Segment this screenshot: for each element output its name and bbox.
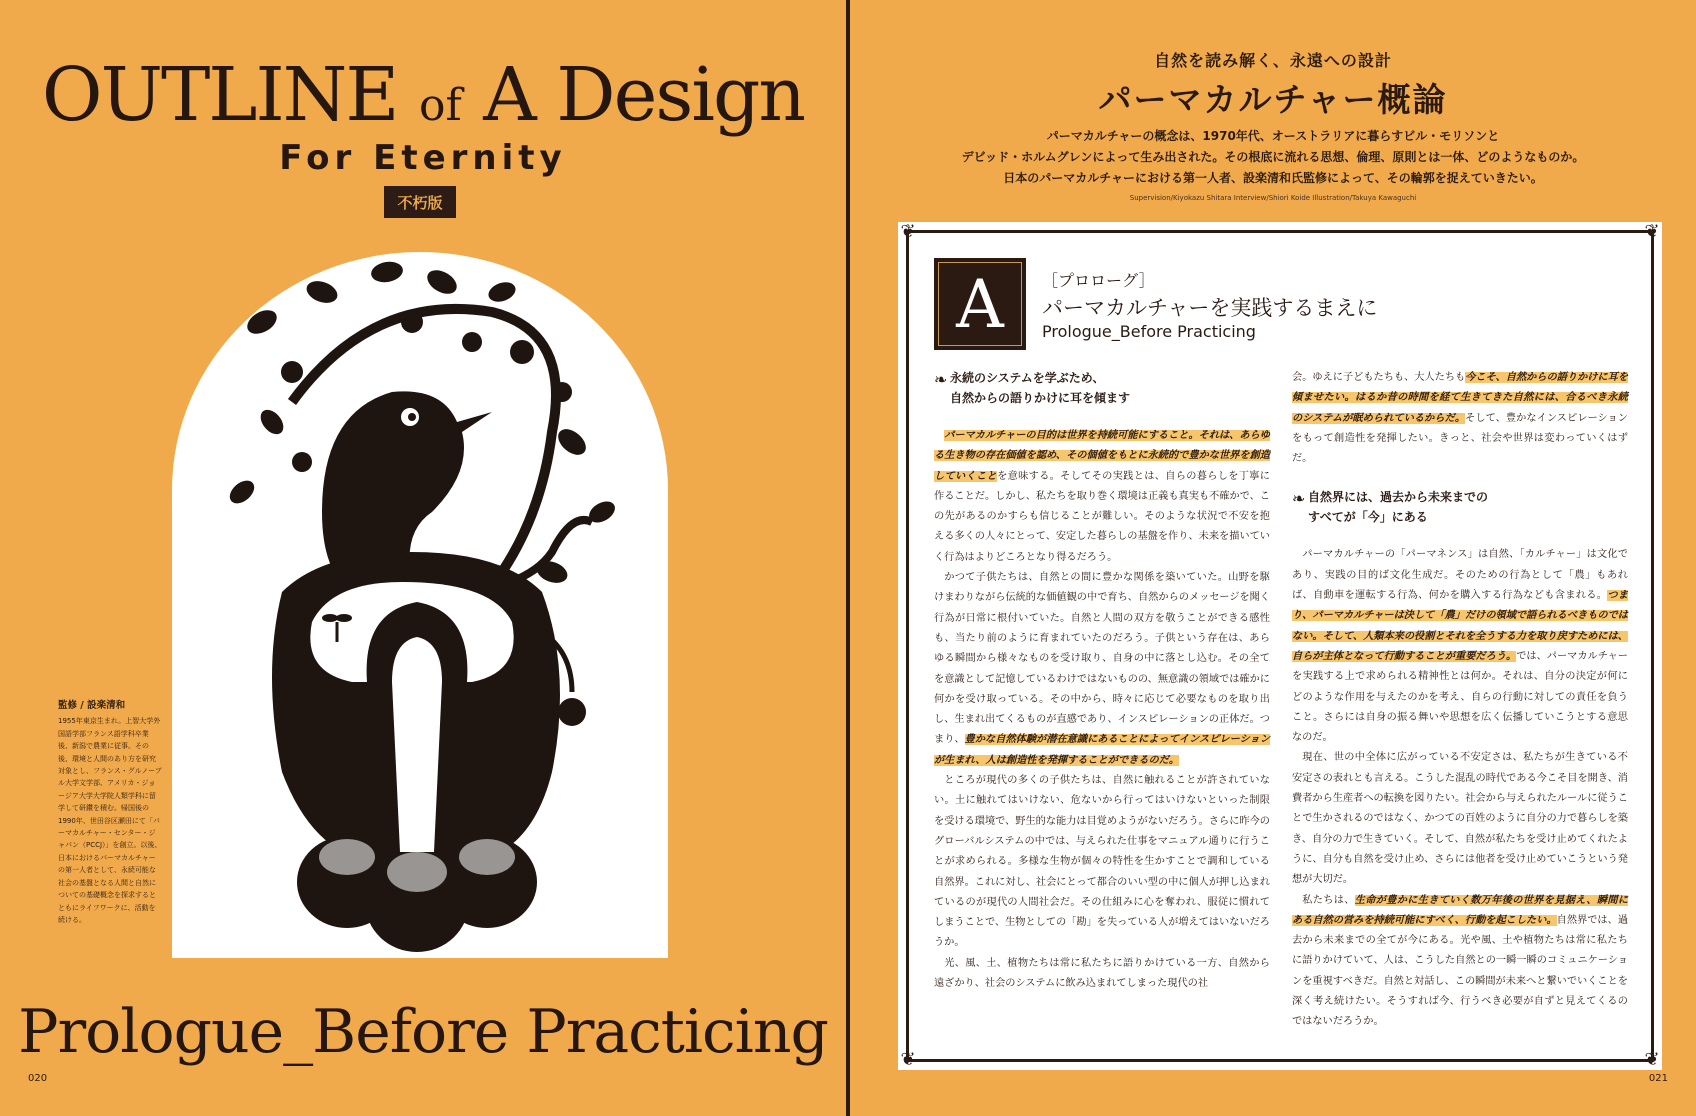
body-text: では、パーマカルチャーを実践する上で求められる精神性とは何か。それは、自分の決定が何にどのような作用を与えたのかを考え、自らの行動に対しての責任を負うこと。さらには自身の振る舞いや思想を広く伝播していこうとする意思なのだ。 (1292, 650, 1628, 744)
body-text: 会。ゆえに子どもたちも、大人たちも (1292, 372, 1466, 383)
panel-kicker: ［プロローグ］ (1042, 271, 1155, 290)
body-text: パーマカルチャーの「パーマネンス」は自然、「カルチャー」は文化であり、実践の目的ば文化生成だ。そのための行為として「農」もあれば、自動車を運転する行為、何かを購入する行為なども含まれる。 (1292, 549, 1628, 602)
main-title (0, 52, 846, 138)
left-page (0, 0, 846, 1116)
supervisor-bio: 1955年東京生まれ。上智大学外国語学部フランス語学科卒業後、新潟で農業に従事。その後、環境と人間のあり方を研究対象とし、フランス・グルノーブル大学文学部、アメリカ・ジョージア大学大学院人類学科に留学して研鑽を積む。帰国後の1990年、世田谷区瀬田にて「パーマカルチャー・センター・ジャパン（PCCJ）」を創立。以後、日本におけるパーマカルチャーの第一人者として、永続可能な社会の基盤となる人間と自然についての基礎概念を探求するとともにライフワークに、活動を続ける。 (58, 717, 162, 924)
bird-illustration (172, 252, 668, 958)
body-text: かつて子供たちは、自然との間に豊かな関係を築いていた。山野を駆けまわりながら伝統的な価値観の中で育ち、自然からのメッセージを聞く行為が日常に根付いていた。自然と人間の双方を敬うことができる感性も、当たり前のように育まれていたのだろう。子供という存在は、あらゆる瞬間から様々なものを受け取り、自身の中に落とし込む。その全てを意識として記憶しているわけではないものの、無意識の領域では確かに何かを受け取っている。その中から、時々に応じて必要なものを取り出し、生まれ出てくるものが直感であり、インスピレーションの正体だ。つまり、 (934, 572, 1270, 746)
section-heading-1 (934, 368, 1270, 408)
paragraph (934, 426, 1270, 568)
heading-mark-icon: ❧ (934, 370, 948, 389)
subtitle: For Eternity (279, 138, 567, 178)
body-text: を意味する。そしてその実践とは、自らの暮らしを丁寧に作ることだ。しかし、私たちを取り巻く環境は正義も真実も不確かで、この先があるのかすらも信じることが難しい。そのような状況で不安を抱える多くの人々にとって、安定した暮らしの基盤を作り、未来を描いていく行為はよりどころとなり得るだろう。 (934, 470, 1270, 563)
lead-line-1: パーマカルチャーの概念は、1970年代、オーストラリアに暮らすビル・モリソンと (1046, 129, 1500, 143)
title-a-design: A Design (483, 52, 805, 138)
panel-title-en: Prologue_Before Practicing (1042, 322, 1256, 341)
heading-line: すべてが「今」にある (1308, 510, 1428, 525)
paragraph: 光、風、土、植物たちは常に私たちに語りかけている一方、自然から遠ざかり、社会のシステムに飲み込まれてしまった現代の社 (934, 957, 1270, 990)
spacer (1292, 469, 1628, 487)
highlight-text: 生命が豊かに生きていく数万年後の世界を見据え、瞬間にある自然の営みを持続可能にすべく、行動を起こしたい。 (1292, 894, 1629, 926)
body-text: 私たちは、 (1302, 894, 1355, 906)
prologue-title: Prologue_Before Practicing (18, 997, 828, 1067)
heading-mark-icon: ❧ (1292, 489, 1306, 509)
corner-ornament-icon: ❦ (1644, 1049, 1660, 1070)
supervisor-name: 監修 / 設楽清和 (58, 700, 126, 711)
corner-ornament-icon: ❦ (1644, 221, 1660, 242)
corner-ornament-icon: ❦ (900, 221, 916, 242)
corner-ornament-icon: ❦ (900, 1049, 916, 1070)
heading-line: 自然からの語りかけに耳を傾ます (950, 391, 1131, 405)
panel-title: パーマカルチャーを実践するまえに (1042, 296, 1378, 320)
article-title: パーマカルチャー概論 (1098, 80, 1448, 119)
article-kicker: 自然を読み解く、永遠への設計 (1154, 51, 1392, 70)
paragraph: 現在、世の中全体に広がっている不安定さは、私たちが生きている不安定さの表れとも言える。こうした混乱の時代である今こそ目を開き、消費者から生産者への転換を図りたい。社会から与えられたルールに従うことで生かされるのではなく、かつての百姓のように自分の力で暮らしを築き、自分の力で生きていく。そして、自然が私たちを受け止めてくれたように、自分も自然を受け止め、さらには他者を受け止めていこうという発想が大切だ。 (1292, 752, 1628, 886)
right-page (850, 0, 1696, 1116)
highlight-text: 豊かな自然体験が潜在意識にあることによってインスピレーションが生まれ、人は創造性を発揮することができるのだ。 (934, 734, 1271, 766)
page-number-left: 020 (28, 1073, 48, 1084)
paragraph (934, 568, 1270, 771)
body-text: そして、豊かなインスピレーションをもって創造性を発揮したい。きっと、社会や世界は変わっていくはずだ。 (1292, 412, 1628, 465)
title-outline: OUTLINE (41, 52, 398, 138)
text-column-right (1292, 368, 1628, 1033)
heading-line: 自然界には、過去から未来までの (1308, 490, 1489, 505)
lead-line-2: デビッド・ホルムグレンによって生み出された。その根底に流れる思想、倫理、原則とは一体、どのようなものか。 (961, 150, 1585, 164)
supervisor-credit (58, 700, 162, 926)
staff-credits: Supervision/Kiyokazu Shitara Interview/Shiori Koide Illustration/Takuya Kawaguchi (1129, 194, 1417, 202)
lead-line-3: 日本のパーマカルチャーにおける第一人者、設楽清和氏監修によって、その輪郭を捉えていきたい。 (1003, 171, 1543, 185)
heading-line: 永続のシステムを学ぶため、 (950, 371, 1105, 385)
section-letter: A (934, 258, 1026, 350)
paragraph (1292, 545, 1628, 748)
prologue-panel (898, 222, 1662, 1070)
section-heading-2 (1292, 487, 1628, 527)
page-number-right: 021 (1648, 1073, 1668, 1084)
title-of: of (418, 80, 462, 131)
paragraph: ところが現代の多くの子供たちは、自然に触れることが許されていない。土に触れてはいけない、危ないから行ってはいけないといった制限を受ける環境で、野生的な能力は目覚めようがないだろう。さらに昨今のグローバルシステムの中では、与えられた仕事をマニュアル通りに行うことが求められる。多様な生物が個々の特性を生かすことで調和している自然界。これに対し、社会にとって都合のいい型の中に個人が押し込まれているのが現代の人間社会だ。その仕組みに心を奪われ、服従に慣れてしまうことで、生物としての「勘」を失っている人が増えてはいないだろうか。 (934, 775, 1270, 949)
highlight-text: 今こそ、自然からの語りかけに耳を傾ませたい。はるか昔の時間を経て生きてきた自然には、合るべき永続のシステムが眠められているからだ。 (1292, 372, 1629, 424)
edition-badge: 不朽版 (384, 186, 456, 218)
paragraph (1292, 368, 1628, 469)
article-lead (890, 126, 1656, 189)
text-column-left (934, 368, 1270, 994)
body-text: 自然界では、過去から未来までの全てが今にある。光や風、土や植物たちは常に私たちに語りかけていて、人は、こうした自然との一瞬一瞬のコミュニケーションを重視すべきだ。自然と対話し、この瞬間が未来へと繋いでいくことを深く考え続けたい。そうすれば今、行うべき必要が自ずと見えてくるのではないだろうか。 (1292, 914, 1629, 1028)
paragraph (1292, 891, 1628, 1033)
highlight-text: つまり、パーマカルチャーは決して「農」だけの領域で語られるべきものではない。そして、人類本来の役割とそれを全うする力を取り戻すためには、自らが主体となって行動することが重要だろう。 (1292, 590, 1629, 662)
highlight-text: パーマカルチャーの目的は世界を持続可能にすること。それは、あらゆる生き物の存在価値を認め、その個値をもとに永続的で豊かな世界を創造していくこと (934, 430, 1270, 482)
